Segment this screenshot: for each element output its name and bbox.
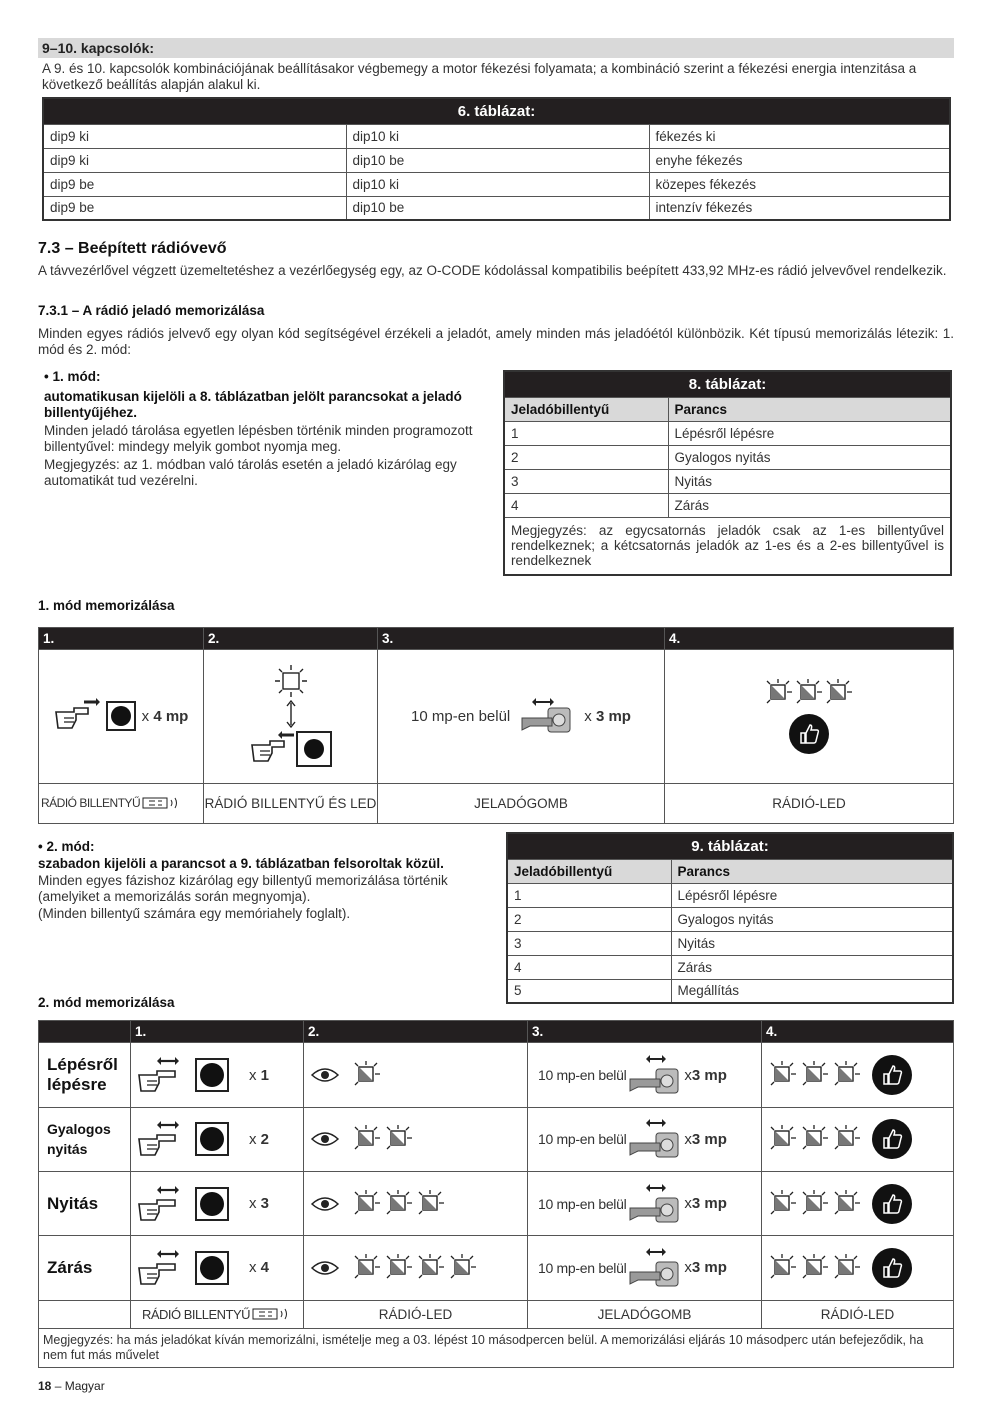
table-8-col1: Jeladóbillentyű	[504, 397, 668, 421]
mode1-step-2: 2.	[204, 628, 378, 650]
page-number: 18	[38, 1379, 52, 1393]
table-9-col2: Parancs	[671, 859, 953, 883]
table-cell: Lépésről lépésre	[668, 421, 951, 445]
mode1-x3-value: 3 mp	[595, 707, 631, 725]
table-cell: 4	[504, 493, 668, 517]
table-row	[43, 148, 950, 172]
mode2-step4-cell	[762, 1236, 954, 1300]
command-label: Zárás	[39, 1236, 131, 1300]
mode2-foot-1	[131, 1300, 304, 1329]
mode1-step-3: 3.	[378, 628, 665, 650]
mode2-step2-cell	[304, 1043, 528, 1107]
press-x: x	[684, 1066, 692, 1084]
led-blink-row	[768, 1253, 862, 1283]
led-icon	[800, 1060, 830, 1090]
transmitter-press-icon	[628, 1182, 682, 1226]
press-x: x	[684, 1259, 692, 1277]
radio-button-icon	[195, 1058, 229, 1092]
mode1-x4-value: 4 mp	[153, 707, 189, 725]
mode2-step-1: 1.	[131, 1021, 304, 1043]
mode2-step1-cell	[131, 1043, 304, 1107]
mode2-step-2: 2.	[304, 1021, 528, 1043]
led-icon	[832, 1060, 862, 1090]
table-row	[39, 1172, 954, 1236]
press-count: 4	[260, 1259, 270, 1277]
mode1-step-1: 1.	[39, 628, 204, 650]
led-icon	[352, 1253, 382, 1283]
table-9-col1: Jeladóbillentyű	[507, 859, 671, 883]
table-9	[506, 832, 954, 1004]
table-cell: Nyitás	[671, 931, 953, 955]
mode1-foot-1	[39, 783, 204, 823]
table-cell: dip10 ki	[346, 124, 649, 148]
table-row	[507, 979, 953, 1003]
press-x: x	[684, 1130, 692, 1148]
table-6	[42, 97, 951, 221]
switches-text: A 9. és 10. kapcsolók kombinációjának beállításakor végbemegy a motor fékezési folyamata; a kombináció szerint a fékezési energia intenzitása a következő beállítás alapján alakul ki.	[42, 61, 917, 92]
press-x: x	[249, 1259, 257, 1277]
mode2-step2-cell	[304, 1172, 528, 1236]
pointing-hand-icon	[54, 696, 100, 736]
radio-signal-icon	[252, 1306, 292, 1322]
mode2-bullet: • 2. mód:	[38, 839, 95, 854]
table-cell: Gyalogos nyitás	[668, 445, 951, 469]
led-icon	[832, 1189, 862, 1219]
mode2-foot-2: RÁDIÓ-LED	[304, 1300, 528, 1329]
led-icon	[352, 1189, 382, 1219]
table-row	[504, 493, 951, 517]
press-x: x	[249, 1130, 257, 1148]
mode2-step3-cell	[528, 1172, 762, 1236]
mode2-foot-3: JELADÓGOMB	[528, 1300, 762, 1329]
press-duration: 3 mp	[691, 1130, 727, 1148]
thumbs-up-icon	[872, 1055, 912, 1095]
led-icon	[768, 1124, 798, 1154]
thumbs-up-icon	[872, 1248, 912, 1288]
led-blink-row	[352, 1189, 446, 1219]
press-duration: 3 mp	[691, 1259, 727, 1277]
radio-button-icon	[195, 1122, 229, 1156]
table-row	[39, 1236, 954, 1300]
mode2-bold: szabadon kijelöli a parancsot a 9. táblázatban felsoroltak közül.	[38, 856, 444, 871]
table-cell: 5	[507, 979, 671, 1003]
table-cell: Lépésről lépésre	[671, 883, 953, 907]
page-footer	[38, 1379, 105, 1393]
section-73-text: A távvezérlővel végzett üzemeltetéshez a vezérlőegység egy, az O-CODE kódolással kompatibilis beépített 433,92 MHz-es rádió jelvevővel rendelkezik.	[38, 263, 947, 278]
command-label: Gyalogos nyitás	[39, 1107, 131, 1171]
led-blink-row	[768, 1060, 862, 1090]
mode1-foot-4: RÁDIÓ-LED	[665, 783, 954, 823]
mode1-text1: Minden jeladó tárolása egyetlen lépésben történik minden programozott billentyűvel: mindegy melyik gombot nyomja meg.	[44, 423, 473, 454]
mode2-mem-title: 2. mód memorizálása	[38, 995, 175, 1010]
mode2-text2: (Minden billentyű számára egy memóriahely foglalt).	[38, 906, 351, 921]
mode2-step3-cell	[528, 1043, 762, 1107]
section-heading-switches: 9–10. kapcsolók:	[38, 38, 954, 58]
mode2-step4-cell	[762, 1107, 954, 1171]
mode2-step-4: 4.	[762, 1021, 954, 1043]
section-731-heading: 7.3.1 – A rádió jeladó memorizálása	[38, 303, 265, 318]
transmitter-press-icon	[520, 696, 574, 736]
double-arrow-vertical-icon	[284, 699, 298, 729]
table-row	[43, 196, 950, 220]
table-cell: enyhe fékezés	[649, 148, 950, 172]
within-label: 10 mp-en belül	[538, 1131, 627, 1148]
command-label: Lépésről lépésre	[39, 1043, 131, 1107]
table-row	[43, 124, 950, 148]
led-icon	[800, 1253, 830, 1283]
mode2-step2-cell	[304, 1107, 528, 1171]
led-blink-row	[768, 1189, 862, 1219]
led-blink-row	[768, 1124, 862, 1154]
table-cell: dip9 be	[43, 172, 346, 196]
eye-icon	[310, 1194, 340, 1214]
led-icon	[352, 1060, 382, 1090]
table-cell: Nyitás	[668, 469, 951, 493]
mode1-step1-cell	[39, 650, 204, 783]
thumbs-up-icon	[872, 1119, 912, 1159]
thumbs-up-icon	[789, 714, 829, 754]
table-6-title: 6. táblázat:	[43, 98, 950, 124]
table-cell: Megállítás	[671, 979, 953, 1003]
led-icon	[448, 1253, 478, 1283]
table-cell: dip10 be	[346, 148, 649, 172]
table-cell: dip10 ki	[346, 172, 649, 196]
table-8-col2: Parancs	[668, 397, 951, 421]
table-cell: 3	[507, 931, 671, 955]
pointing-hand-icon	[250, 729, 296, 769]
transmitter-press-icon	[628, 1117, 682, 1161]
pointing-hand-icon	[137, 1055, 183, 1095]
radio-button-icon	[296, 731, 332, 767]
mode1-text2: Megjegyzés: az 1. módban való tárolás esetén a jeladó kizárólag egy automatikát tud vezérelni.	[44, 457, 457, 488]
press-duration: 3 mp	[691, 1195, 727, 1213]
press-count: 2	[260, 1130, 270, 1148]
mode2-text1: Minden egyes fázishoz kizárólag egy billentyű memorizálása történik (amelyiket a memorizálás során megnyomja).	[38, 873, 448, 904]
table-8-title: 8. táblázat:	[504, 371, 951, 397]
mode1-bold: automatikusan kijelöli a 8. táblázatban jelölt parancsokat a jeladó billentyűjéhez.	[44, 389, 462, 420]
table-cell: Zárás	[668, 493, 951, 517]
mode1-x3-prefix: x	[584, 707, 596, 725]
mode2-foot-label-1: RÁDIÓ BILLENTYŰ	[141, 1306, 251, 1322]
section-731-text: Minden egyes rádiós jelvevő egy olyan kód segítségével érzékeli a jeladót, amely minden más jeladóétól különbözik. Két típusú memorizálás létezik: 1. mód és 2. mód:	[38, 326, 954, 357]
table-row	[504, 469, 951, 493]
table-row	[39, 1107, 954, 1171]
table-row	[39, 1043, 954, 1107]
led-blink-icon	[271, 663, 311, 699]
within-label: 10 mp-en belül	[538, 1259, 627, 1276]
mode2-foot-4: RÁDIÓ-LED	[762, 1300, 954, 1329]
table-cell: közepes fékezés	[649, 172, 950, 196]
radio-button-icon	[195, 1251, 229, 1285]
led-icon	[800, 1124, 830, 1154]
table-cell: 4	[507, 955, 671, 979]
mode2-step2-cell	[304, 1236, 528, 1300]
led-blink-row	[764, 678, 854, 708]
table-cell: 3	[504, 469, 668, 493]
table-cell: intenzív fékezés	[649, 196, 950, 220]
table-cell: 1	[507, 883, 671, 907]
table-cell: dip9 be	[43, 196, 346, 220]
mode2-step1-cell	[131, 1107, 304, 1171]
press-x: x	[684, 1195, 692, 1213]
within-label: 10 mp-en belül	[538, 1067, 627, 1084]
mode2-step1-cell	[131, 1236, 304, 1300]
within-label: 10 mp-en belül	[538, 1195, 627, 1212]
pointing-hand-icon	[137, 1248, 183, 1288]
mode1-foot-label-1: RÁDIÓ BILLENTYŰ	[41, 796, 141, 811]
mode2-step-3: 3.	[528, 1021, 762, 1043]
mode1-step2-cell	[204, 650, 378, 783]
mode2-step4-cell	[762, 1043, 954, 1107]
table-row	[507, 883, 953, 907]
table-8-note: Megjegyzés: az egycsatornás jeladók csak az 1-es billentyűvel rendelkeznek; a kétcsatornás jeladók az 1-es és a 2-es billentyűvel is rendelkeznek	[504, 517, 951, 575]
mode1-within-label: 10 mp-en belül	[411, 707, 511, 725]
led-icon	[768, 1253, 798, 1283]
mode1-steps-table	[38, 627, 954, 824]
eye-icon	[310, 1258, 340, 1278]
table-row	[507, 907, 953, 931]
thumbs-up-icon	[872, 1184, 912, 1224]
press-count: 3	[260, 1195, 270, 1213]
mode2-steps-table	[38, 1020, 954, 1368]
radio-button-icon	[195, 1187, 229, 1221]
mode1-foot-3: JELADÓGOMB	[378, 783, 665, 823]
mode2-step1-cell	[131, 1172, 304, 1236]
table-row	[43, 172, 950, 196]
table-9-title: 9. táblázat:	[507, 833, 953, 859]
page-language: – Magyar	[51, 1379, 105, 1393]
table-cell: 1	[504, 421, 668, 445]
table-row	[507, 931, 953, 955]
eye-icon	[310, 1129, 340, 1149]
led-icon	[832, 1124, 862, 1154]
mode1-step3-cell	[378, 650, 665, 783]
command-label: Nyitás	[39, 1172, 131, 1236]
led-icon	[384, 1189, 414, 1219]
led-icon	[416, 1189, 446, 1219]
led-blink-row	[352, 1253, 478, 1283]
transmitter-press-icon	[628, 1053, 682, 1097]
table-cell: Zárás	[671, 955, 953, 979]
led-icon	[832, 1253, 862, 1283]
section-73-heading: 7.3 – Beépített rádióvevő	[38, 240, 227, 257]
press-x: x	[249, 1066, 257, 1084]
table-cell: dip9 ki	[43, 124, 346, 148]
table-row	[507, 955, 953, 979]
led-icon	[794, 678, 824, 708]
pointing-hand-icon	[137, 1119, 183, 1159]
led-icon	[764, 678, 794, 708]
led-icon	[800, 1189, 830, 1219]
led-icon	[416, 1253, 446, 1283]
mode1-step-4: 4.	[665, 628, 954, 650]
mode2-step4-cell	[762, 1172, 954, 1236]
table-row	[504, 421, 951, 445]
mode1-bullet: • 1. mód:	[44, 369, 101, 384]
mode2-step3-cell	[528, 1236, 762, 1300]
radio-signal-icon	[142, 795, 182, 811]
table-cell: 2	[504, 445, 668, 469]
mode2-step3-cell	[528, 1107, 762, 1171]
mode1-foot-2: RÁDIÓ BILLENTYŰ ÉS LED	[204, 783, 378, 823]
press-x: x	[249, 1195, 257, 1213]
table-cell: fékezés ki	[649, 124, 950, 148]
mode1-step4-cell	[665, 650, 954, 783]
led-icon	[384, 1124, 414, 1154]
press-count: 1	[260, 1066, 270, 1084]
table-cell: 2	[507, 907, 671, 931]
led-blink-row	[352, 1060, 382, 1090]
led-icon	[352, 1124, 382, 1154]
table-8	[503, 370, 952, 576]
mode2-note: Megjegyzés: ha más jeladókat kíván memorizálni, ismételje meg a 03. lépést 10 másodpercen belül. A memorizálási eljárás 10 másodperc után befejeződik, ha nem fut más művelet	[39, 1329, 954, 1368]
led-icon	[768, 1060, 798, 1090]
press-duration: 3 mp	[691, 1066, 727, 1084]
mode1-x4-prefix: x	[141, 707, 154, 725]
pointing-hand-icon	[137, 1184, 183, 1224]
transmitter-press-icon	[628, 1246, 682, 1290]
table-row	[504, 445, 951, 469]
mode1-mem-title: 1. mód memorizálása	[38, 598, 175, 613]
radio-button-icon	[106, 701, 136, 731]
eye-icon	[310, 1065, 340, 1085]
led-blink-row	[352, 1124, 414, 1154]
led-icon	[768, 1189, 798, 1219]
table-cell: Gyalogos nyitás	[671, 907, 953, 931]
table-cell: dip10 be	[346, 196, 649, 220]
led-icon	[824, 678, 854, 708]
led-icon	[384, 1253, 414, 1283]
table-cell: dip9 ki	[43, 148, 346, 172]
